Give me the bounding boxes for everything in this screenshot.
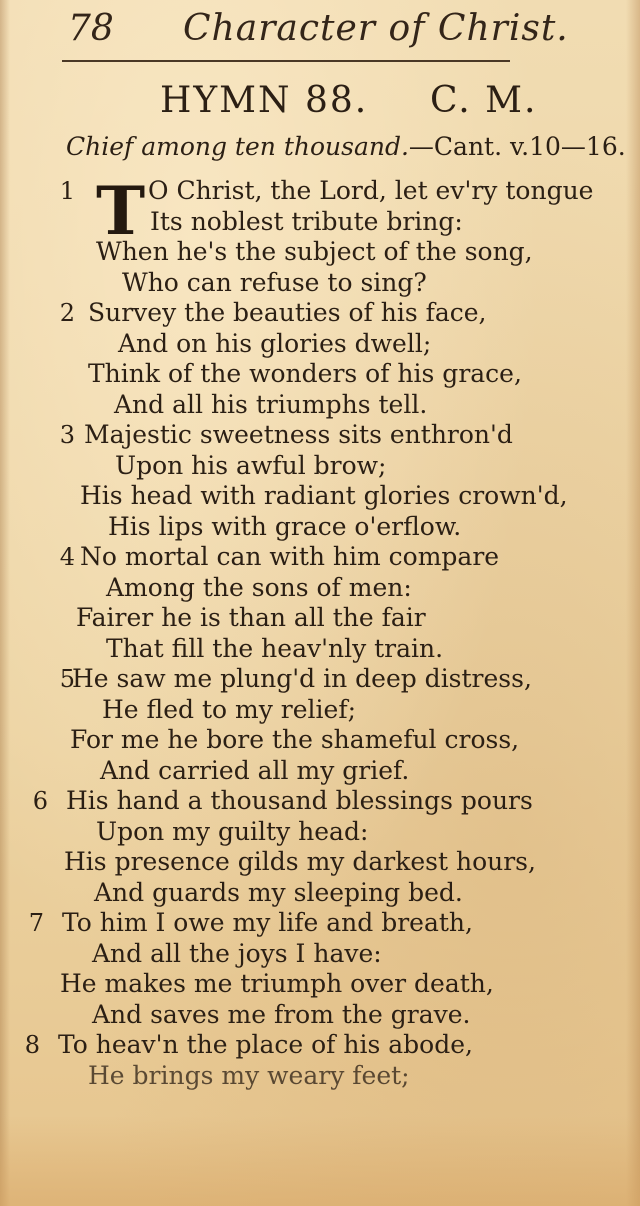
verse-line-text: He saw me plung'd in deep distress, bbox=[72, 664, 532, 693]
verse-line bbox=[0, 268, 640, 299]
verse-line-text: And all the joys I have: bbox=[92, 938, 382, 968]
verse-line bbox=[0, 359, 640, 390]
verse-line-text: His presence gilds my darkest hours, bbox=[64, 847, 536, 876]
verse-line bbox=[0, 542, 640, 573]
verse-line-text: Who can refuse to sing? bbox=[122, 267, 427, 297]
verse-line bbox=[0, 969, 640, 1000]
verse-line-text: Think of the wonders of his grace, bbox=[88, 359, 522, 388]
verse-line-text: When he's the subject of the song, bbox=[96, 237, 533, 266]
verse-line bbox=[0, 207, 640, 238]
verse-number: 8 bbox=[24, 1031, 40, 1059]
hymn-heading bbox=[0, 80, 640, 126]
verse-line bbox=[0, 329, 640, 360]
verse-number: 7 bbox=[28, 909, 44, 937]
running-head bbox=[0, 8, 640, 56]
verse-line bbox=[0, 939, 640, 970]
verse-line bbox=[0, 420, 640, 451]
verse-line bbox=[0, 512, 640, 543]
verse-line bbox=[0, 298, 640, 329]
verse-line bbox=[0, 908, 640, 939]
verse-line bbox=[0, 1000, 640, 1031]
verse-line-text: And carried all my grief. bbox=[100, 755, 410, 785]
verse-number: 6 bbox=[32, 787, 48, 815]
hymn-number: HYMN 88. bbox=[160, 80, 369, 121]
verse-line bbox=[0, 390, 640, 421]
verse-line bbox=[0, 786, 640, 817]
verse-line-text: To heav'n the place of his abode, bbox=[58, 1030, 473, 1059]
verse-line bbox=[0, 573, 640, 604]
verse-line bbox=[0, 756, 640, 787]
verse-number: 2 bbox=[59, 299, 75, 327]
epigraph-reference: —Cant. v.10—16. bbox=[408, 132, 626, 161]
verse-line-text: His hand a thousand blessings pours bbox=[66, 786, 533, 815]
verse-line-text: He makes me triumph over death, bbox=[60, 969, 494, 998]
verse-line-text: He brings my weary feet; bbox=[88, 1060, 410, 1090]
verse-line-text: That fill the heav'nly train. bbox=[106, 633, 444, 663]
verse-line bbox=[0, 1061, 640, 1092]
verse-line-text: He fled to my relief; bbox=[102, 694, 356, 724]
verse-line-text: Its noblest tribute bring: bbox=[150, 206, 463, 236]
running-title: Character of Christ. bbox=[183, 8, 569, 49]
verse-line bbox=[0, 878, 640, 909]
page-number: 78 bbox=[68, 8, 114, 49]
verse-line bbox=[0, 847, 640, 878]
verse-line bbox=[0, 664, 640, 695]
hymn-verses bbox=[0, 172, 640, 1091]
verse-line bbox=[0, 817, 640, 848]
verse-line bbox=[0, 695, 640, 726]
verse-number: 5 bbox=[59, 665, 75, 693]
verse-line bbox=[0, 451, 640, 482]
verse-line bbox=[0, 725, 640, 756]
verse-line-text: No mortal can with him compare bbox=[80, 542, 500, 571]
verse-number: 3 bbox=[59, 421, 75, 449]
verse-line bbox=[0, 1030, 640, 1061]
verse-line-text: And guards my sleeping bed. bbox=[94, 877, 463, 907]
verse-line-text: His lips with grace o'erflow. bbox=[108, 511, 462, 541]
verse-line-text: Survey the beauties of his face, bbox=[88, 298, 487, 327]
verse-line-text: Majestic sweetness sits enthron'd bbox=[84, 420, 513, 449]
verse-line-text: Fairer he is than all the fair bbox=[76, 603, 426, 632]
verse-line-text: Upon my guilty head: bbox=[96, 816, 369, 846]
verse-number: 1 bbox=[59, 177, 75, 205]
verse-line bbox=[0, 176, 640, 207]
epigraph bbox=[66, 132, 626, 161]
verse-line-text: Among the sons of men: bbox=[106, 572, 412, 602]
verse-line-text: And on his glories dwell; bbox=[118, 328, 432, 358]
verse-line-text: And saves me from the grave. bbox=[92, 999, 471, 1029]
verse-line-text: O Christ, the Lord, let ev'ry tongue bbox=[148, 176, 594, 205]
verse-line-text: His head with radiant glories crown'd, bbox=[80, 481, 568, 510]
verse-line bbox=[0, 603, 640, 634]
verse-line-text: Upon his awful brow; bbox=[115, 450, 387, 480]
verse-line bbox=[0, 634, 640, 665]
drop-cap: T bbox=[96, 172, 146, 250]
header-rule bbox=[62, 60, 510, 62]
verse-line bbox=[0, 481, 640, 512]
verse-number: 4 bbox=[59, 543, 75, 571]
verse-line-text: To him I owe my life and breath, bbox=[62, 908, 473, 937]
verse-line-text: For me he bore the shameful cross, bbox=[70, 725, 520, 754]
verse-line bbox=[0, 237, 640, 268]
hymn-meter: C. M. bbox=[430, 80, 538, 121]
verse-line-text: And all his triumphs tell. bbox=[114, 389, 428, 419]
epigraph-text: Chief among ten thousand. bbox=[66, 132, 409, 161]
